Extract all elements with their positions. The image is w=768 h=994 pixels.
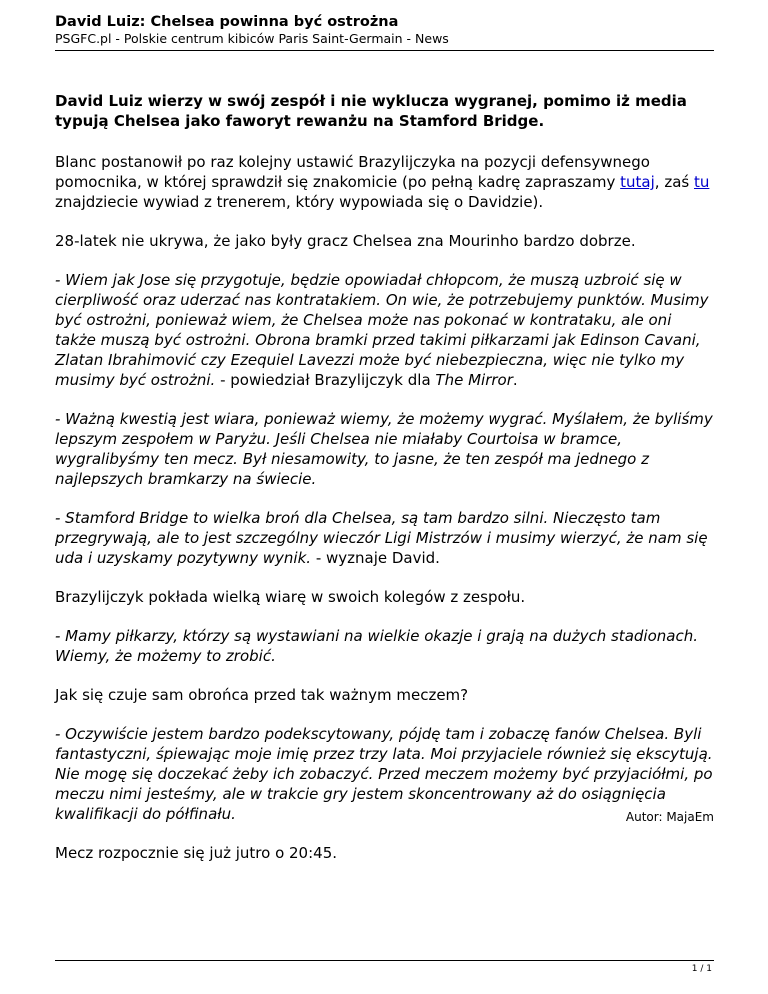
document-title: David Luiz: Chelsea powinna być ostrożna [55,14,399,30]
paragraph-5 [55,508,714,568]
paragraph-10: Mecz rozpocznie się już jutro o 20:45. [55,844,338,862]
page-number: 1 / 1 [691,964,712,974]
paragraph-text: znajdziecie wywiad z trenerem, który wypowiada się o Davidzie). [55,193,544,211]
paragraph-2: 28-latek nie ukrywa, że jako były gracz Chelsea zna Mourinho bardzo dobrze. [55,232,636,250]
footer-divider [55,960,714,961]
paragraph-end: . [512,371,518,389]
page-header [55,13,714,47]
quote-text: - Wiem jak Jose się przygotuje, będzie opowiadał chłopcom, że muszą uzbroić się w cierpliwość oraz uderzać nas kontratakiem. On wie, że potrzebujemy punktów. Musimy być ostrożni, ponieważ wiem, że Chelsea może nas pokonać w kontrataku, ale oni także muszą być ostrożni. Obrona bramki przed takimi piłkarzami jak Edinson Cavani, Zlatan Ibrahimović czy Ezequiel Lavezzi może być niebezpieczna, więc nie tylko my musimy być ostrożni. [55,271,709,389]
paragraph-text: , zaś [654,173,694,191]
interview-link[interactable]: tu [693,173,710,191]
paragraph-text: Blanc postanowił po raz kolejny ustawić Brazylijczyka na pozycji defensywnego pomocnika, w której sprawdził się znakomicie (po pełną kadrę zapraszamy [55,153,650,191]
paragraph-4: - Ważną kwestią jest wiara, ponieważ wiemy, że możemy wygrać. Myślałem, że byliśmy lepszym zespołem w Paryżu. Jeśli Chelsea nie miałaby Courtoisa w bramce, wygralibyśmy ten mecz. Był niesamowity, to jasne, że ten zespół ma jednego z najlepszych bramkarzy na świecie. [55,410,713,488]
squad-link[interactable]: tutaj [620,173,655,191]
article-lead: David Luiz wierzy w swój zespół i nie wyklucza wygranej, pomimo iż media typują Chelsea jako faworyt rewanżu na Stamford Bridge. [55,92,687,130]
paragraph-1 [55,152,714,212]
author-credit: Autor: MajaEm [625,810,714,824]
header-divider [55,50,714,51]
paragraph-9: - Oczywiście jestem bardzo podekscytowany, pójdę tam i zobaczę fanów Chelsea. Byli fantastyczni, śpiewając moje imię przez trzy lata. Moi przyjaciele również się ekscytują. Nie mogę się doczekać żeby ich zobaczyć. Przed meczem możemy być przyjaciółmi, po meczu nimi jesteśmy, ale w trakcie gry jestem skoncentrowany aż do osiągnięcia kwalifikacji do półfinału. [55,725,713,823]
quote-text: - Stamford Bridge to wielka broń dla Chelsea, są tam bardzo silni. Nieczęsto tam przegrywają, ale to jest szczególny wieczór Ligi Mistrzów i musimy wierzyć, że nam się uda i uzyskamy pozytywny wynik. [55,509,708,567]
paragraph-8: Jak się czuje sam obrońca przed tak ważnym meczem? [55,686,469,704]
paragraph-7: - Mamy piłkarzy, którzy są wystawiani na wielkie okazje i grają na dużych stadionach. Wiemy, że możemy to zrobić. [55,627,698,665]
source-name: The Mirror [435,371,513,389]
paragraph-6: Brazylijczyk pokłada wielką wiarę w swoich kolegów z zespołu. [55,588,526,606]
article-body [55,91,714,882]
paragraph-3 [55,270,714,390]
attribution-text: - wyznaje David. [311,549,440,567]
attribution-text: - powiedział Brazylijczyk dla [215,371,436,389]
document-subtitle: PSGFC.pl - Polskie centrum kibiców Paris Saint-Germain - News [55,31,449,46]
